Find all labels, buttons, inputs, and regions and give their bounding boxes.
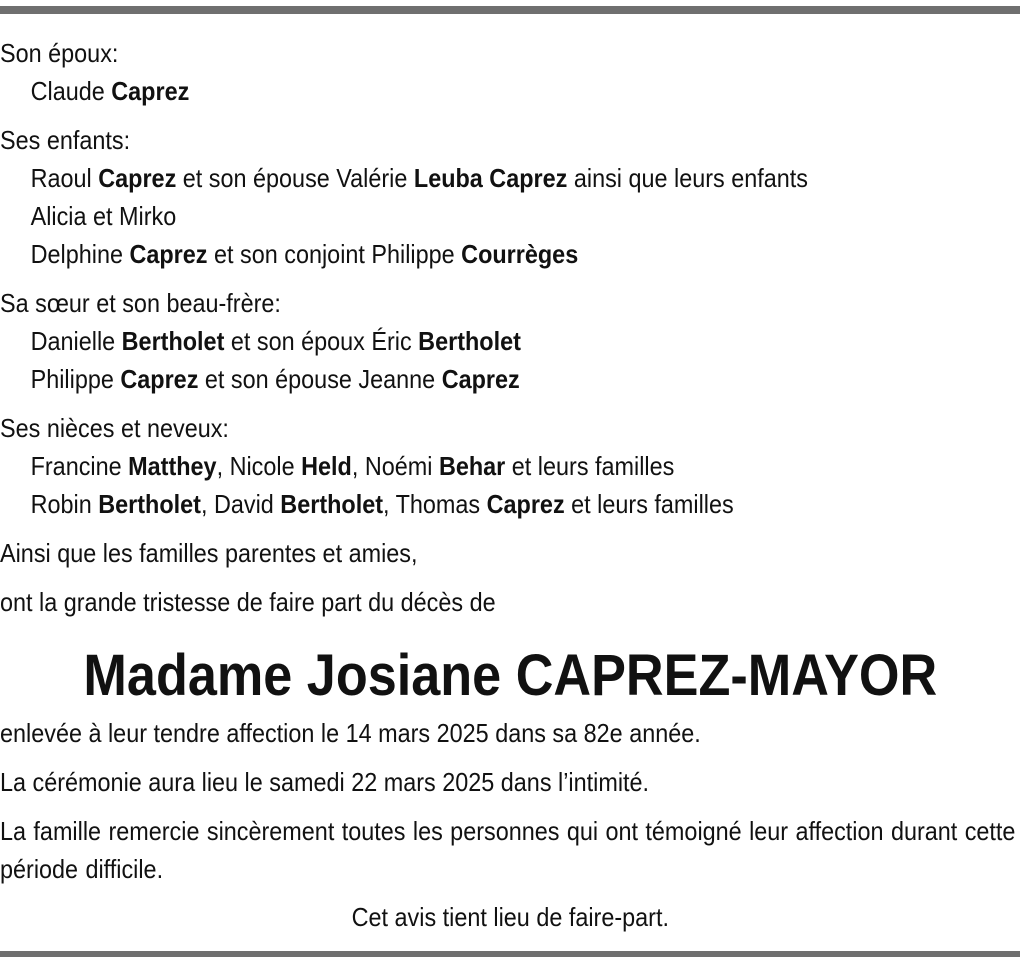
text-segment: et son épouse Jeanne [198,364,442,394]
family-name: Bertholet [98,489,201,519]
section-title: Son époux: [0,38,119,68]
family-name: Behar [438,451,506,481]
section-title: Ses enfants: [0,125,131,155]
detail-passing: enlevée à leur tendre affection le 14 mars 2025 dans sa 82e année. [0,718,701,748]
family-name: Bertholet [121,326,225,356]
family-name: Caprez [129,239,208,269]
family-section [0,121,1020,273]
detail-thanks: La famille remercie sincèrement toutes les personnes qui ont témoigné leur affection durant cette période difficile. [0,816,1016,884]
text-segment: Robin [30,489,99,519]
text-segment: Claude [30,76,112,106]
detail-ceremony: La cérémonie aura lieu le samedi 22 mars 2025 dans l’intimité. [0,767,650,797]
intro-line-1: Ainsi que les familles parentes et amies, [0,538,418,568]
details-block [0,714,1020,899]
text-segment: , Nicole [216,451,302,481]
intro-line-2: ont la grande tristesse de faire part du décès de [0,587,496,617]
text-segment: Raoul [30,163,99,193]
family-name: Courrèges [461,239,579,269]
text-segment: et son époux Éric [224,326,419,356]
text-segment: Alicia et Mirko [30,201,177,231]
text-segment: , Thomas [383,489,487,519]
text-segment: Delphine [30,239,130,269]
family-member-line [0,72,1020,110]
text-segment: , David [200,489,281,519]
family-member-line [0,322,1020,360]
family-name: Matthey [128,451,217,481]
family-name: Caprez [120,364,199,394]
deceased-name: Madame Josiane CAPREZ-MAYOR [83,643,937,708]
closing-note: Cet avis tient lieu de faire-part. [351,902,669,932]
section-title: Ses nièces et neveux: [0,413,229,443]
family-member-line [0,447,1020,485]
family-member-line [0,235,1020,273]
text-segment: et leurs familles [564,489,734,519]
bottom-rule [0,951,1020,957]
family-member-line [0,159,1020,197]
text-segment: Philippe [30,364,121,394]
family-list [0,34,1020,621]
text-segment: et son conjoint Philippe [207,239,462,269]
family-section [0,409,1020,523]
family-name: Caprez [486,489,565,519]
family-name: Bertholet [418,326,521,356]
family-name: Leuba Caprez [413,163,568,193]
family-member-line [0,197,1020,235]
text-segment: Danielle [30,326,122,356]
family-name: Bertholet [280,489,384,519]
family-member-line [0,360,1020,398]
top-rule [0,6,1020,14]
family-section [0,284,1020,398]
family-name: Caprez [441,364,520,394]
family-section [0,34,1020,110]
family-name: Caprez [111,76,190,106]
text-segment: Francine [30,451,129,481]
text-segment: et son épouse Valérie [176,163,414,193]
text-segment: ainsi que leurs enfants [567,163,809,193]
text-segment: et leurs familles [505,451,675,481]
family-name: Caprez [98,163,177,193]
text-segment: , Noémi [351,451,439,481]
family-name: Held [301,451,352,481]
family-member-line [0,485,1020,523]
section-title: Sa sœur et son beau-frère: [0,288,281,318]
